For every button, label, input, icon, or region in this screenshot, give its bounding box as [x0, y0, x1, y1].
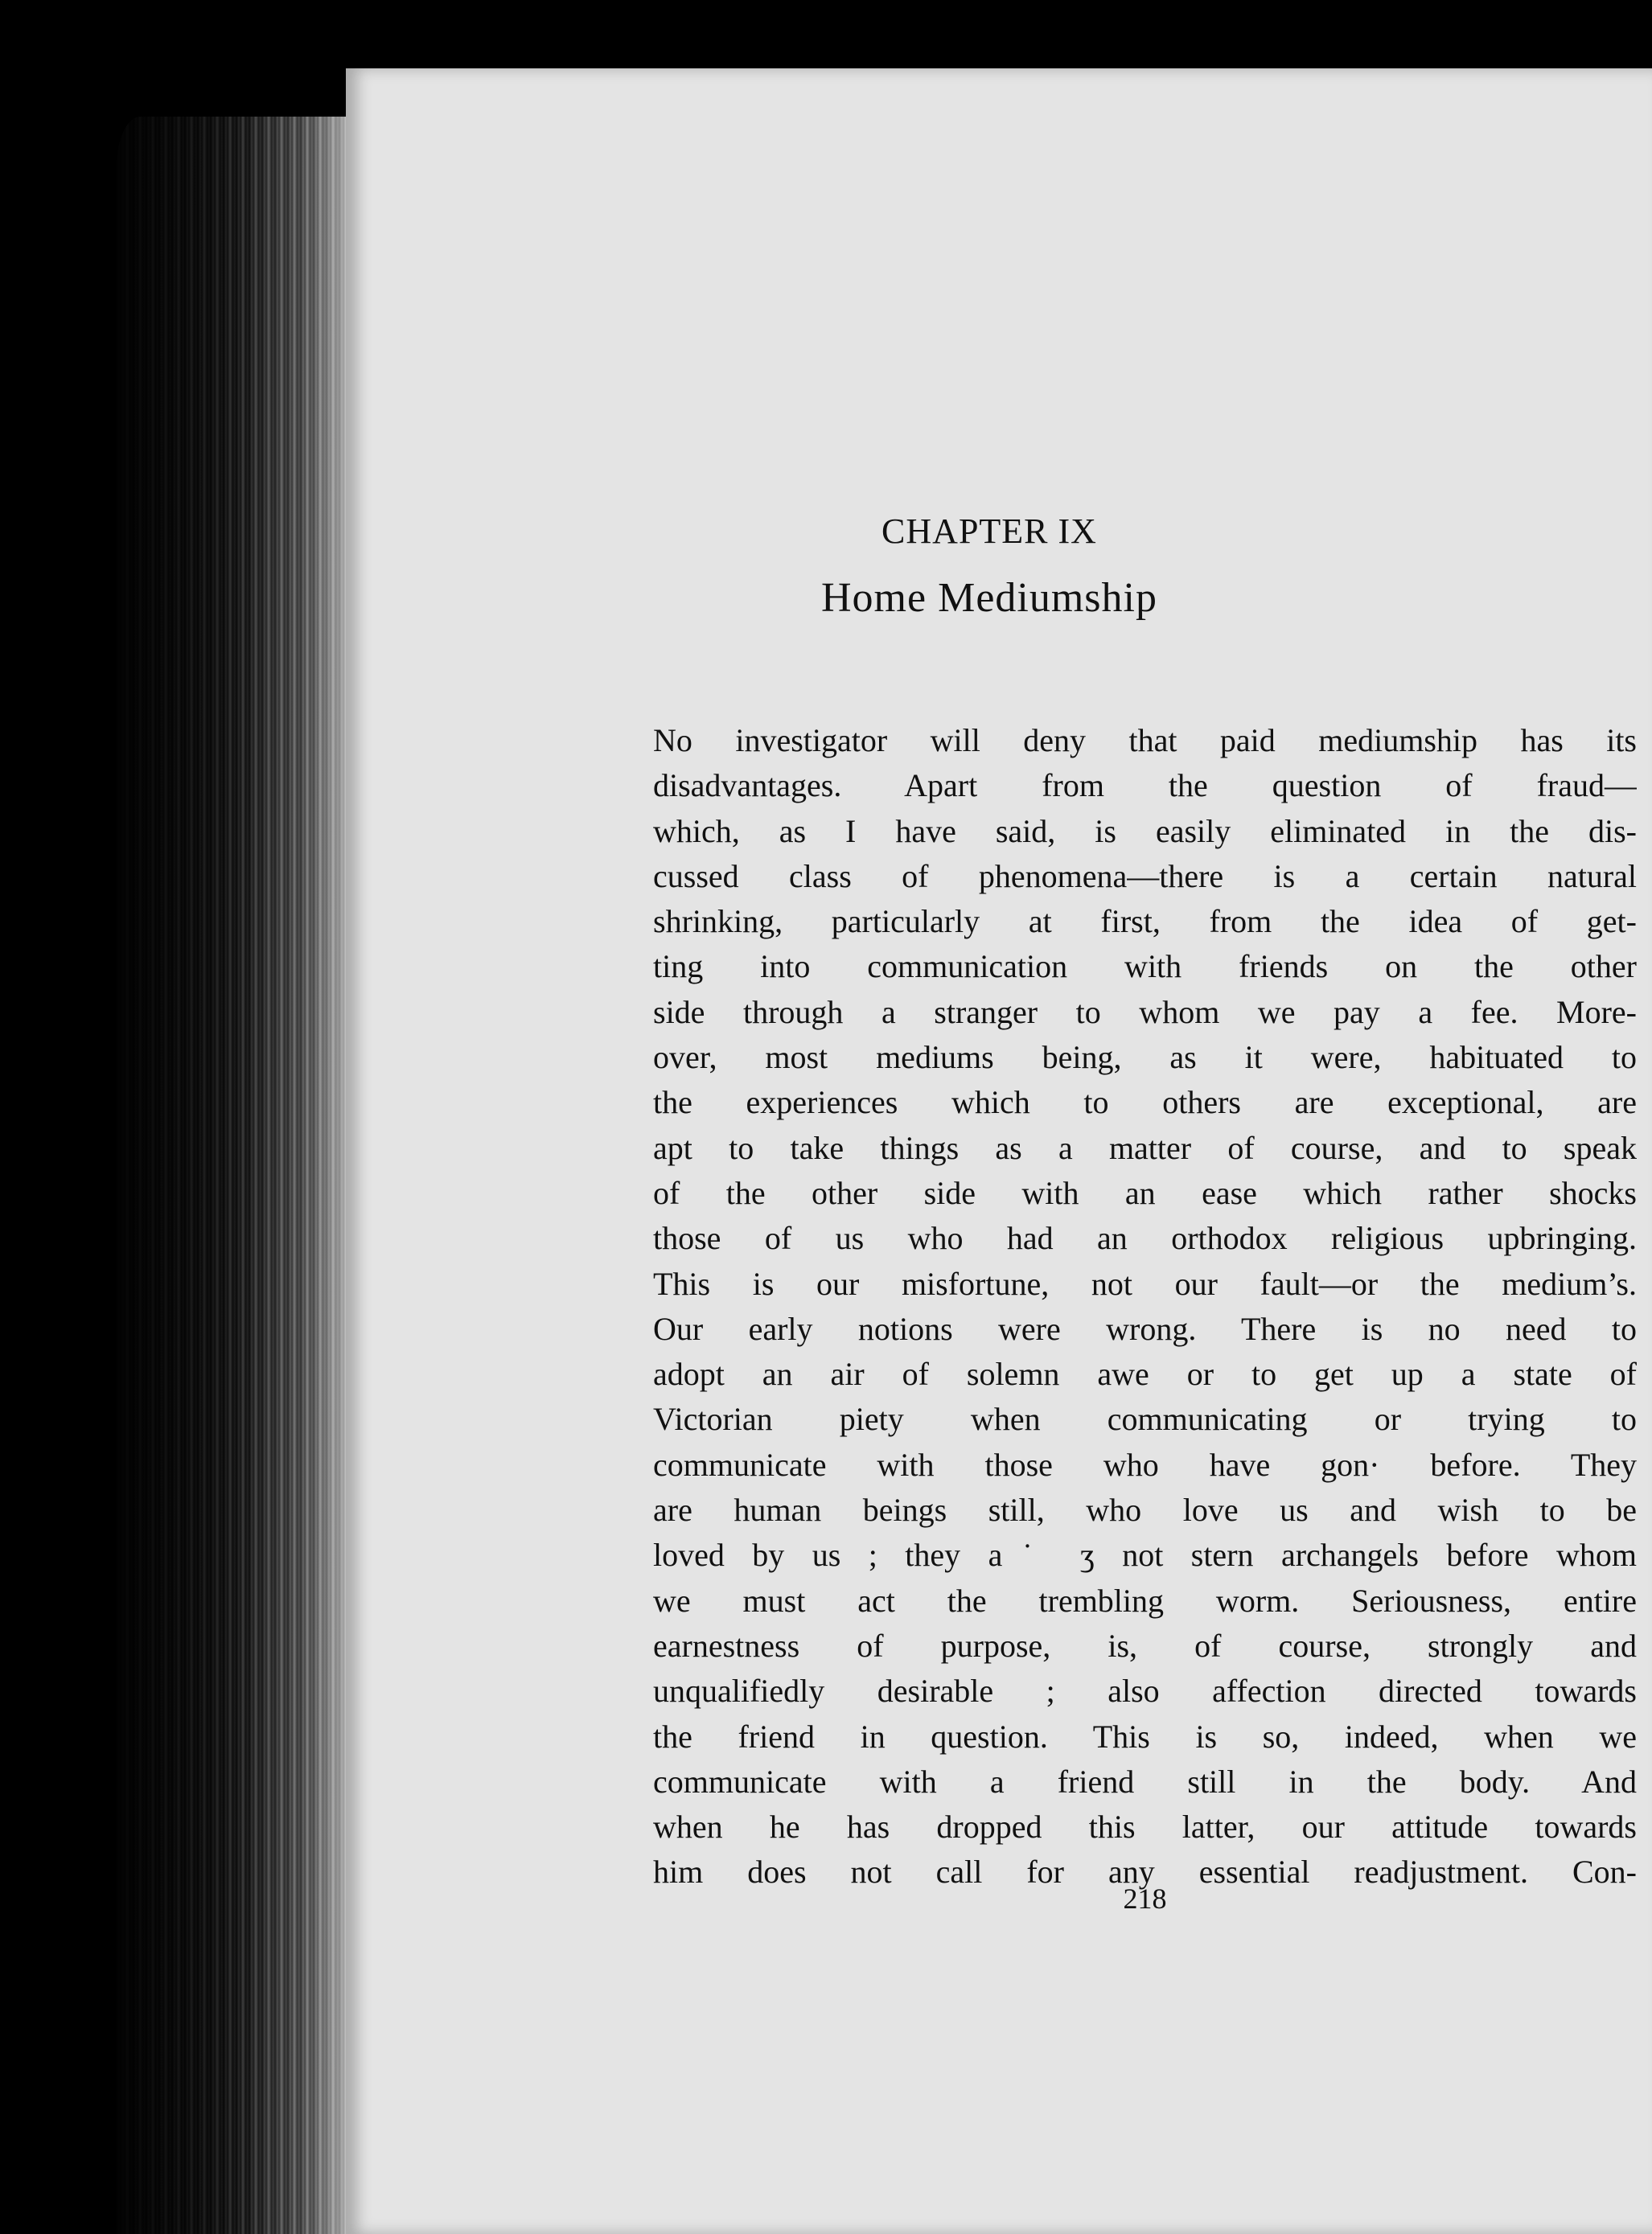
text-line: communicate with those who have gon· before. They: [653, 1446, 1637, 1483]
text-line: him does not call for any essential readjustment. Con-: [653, 1854, 1637, 1891]
body-text: [653, 718, 1637, 1895]
text-line: those of us who had an orthodox religious upbringing.: [653, 1220, 1637, 1257]
page-block-edge: [117, 117, 350, 2234]
chapter-title: Home Mediumship: [821, 575, 1157, 621]
text-line: This is our misfortune, not our fault—or the medium’s.: [653, 1265, 1637, 1302]
page-number: 218: [1123, 1883, 1167, 1915]
text-line: disadvantages. Apart from the question of fraud—: [653, 767, 1637, 804]
text-line: apt to take things as a matter of course, and to speak: [653, 1129, 1637, 1166]
text-line: the experiences which to others are exceptional, are: [653, 1084, 1637, 1121]
text-line: when he has dropped this latter, our attitude towards: [653, 1809, 1637, 1846]
text-line: cussed class of phenomena—there is a certain natural: [653, 857, 1637, 894]
text-line: Our early notions were wrong. There is no need to: [653, 1310, 1637, 1347]
text-line: ting into communication with friends on the other: [653, 948, 1637, 985]
chapter-heading: [346, 511, 1652, 622]
text-line: of the other side with an ease which rather shocks: [653, 1174, 1637, 1211]
chapter-number: CHAPTER IX: [881, 511, 1097, 551]
text-line: over, most mediums being, as it were, habituated to: [653, 1039, 1637, 1076]
text-line: No investigator will deny that paid mediumship has its: [653, 722, 1637, 758]
text-line: shrinking, particularly at first, from the idea of get-: [653, 903, 1637, 940]
text-line: earnestness of purpose, is, of course, strongly and: [653, 1627, 1637, 1664]
text-line: adopt an air of solemn awe or to get up a state of: [653, 1356, 1637, 1393]
text-line: communicate with a friend still in the body. And: [653, 1763, 1637, 1800]
text-line: are human beings still, who love us and wish to be: [653, 1492, 1637, 1529]
text-line: side through a stranger to whom we pay a fee. More-: [653, 993, 1637, 1030]
page-sheet: [346, 68, 1652, 2234]
text-line: which, as I have said, is easily eliminated in the dis-: [653, 812, 1637, 849]
text-line: we must act the trembling worm. Seriousness, entire: [653, 1582, 1637, 1619]
text-line: unqualifiedly desirable ; also affection directed towards: [653, 1673, 1637, 1710]
text-line: loved by us ; they a˙ ʒ not stern archangels before whom: [653, 1537, 1637, 1574]
text-line: the friend in question. This is so, indeed, when we: [653, 1718, 1637, 1755]
text-line: Victorian piety when communicating or trying to: [653, 1401, 1637, 1438]
